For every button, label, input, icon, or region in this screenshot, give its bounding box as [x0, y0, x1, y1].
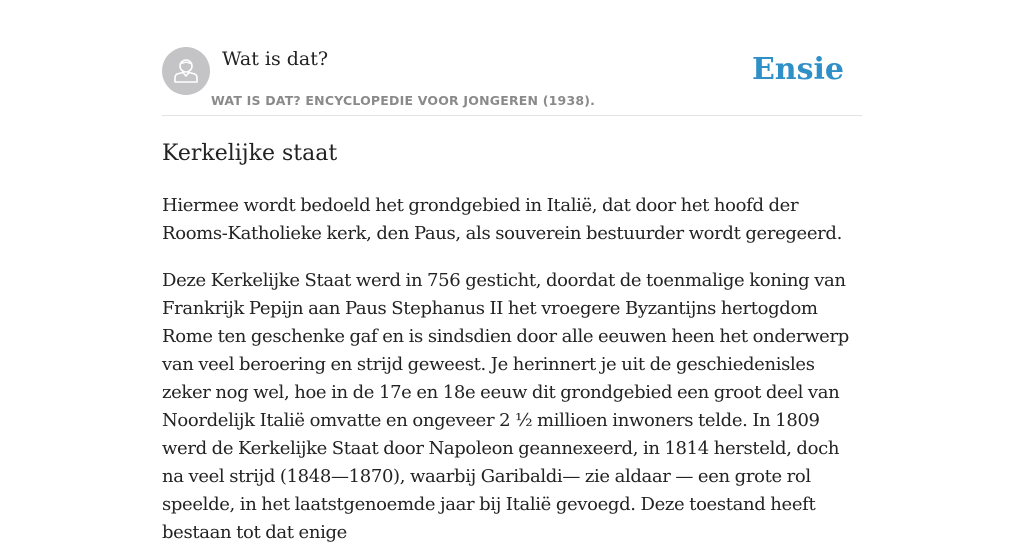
article: [162, 139, 862, 547]
brand-logo[interactable]: Ensie: [751, 52, 844, 87]
source-avatar[interactable]: [162, 47, 210, 95]
article-title: Kerkelijke staat: [162, 141, 338, 166]
article-paragraph: Hiermee wordt bedoeld het grondgebied in Italië, dat door het hoofd der Rooms-Katholieke kerk, den Paus, als souverein bestuurder wordt geregeerd.: [162, 195, 842, 244]
source-title[interactable]: Wat is dat?: [222, 48, 329, 70]
source-header: [162, 47, 862, 116]
source-subtitle[interactable]: WAT IS DAT? ENCYCLOPEDIE VOOR JONGEREN (1938).: [211, 93, 596, 108]
article-paragraph: Deze Kerkelijke Staat werd in 756 gesticht, doordat de toenmalige koning van Frankrijk Pepijn aan Paus Stephanus II het vroegere Byzantijns hertogdom Rome ten geschenke gaf en is sindsdien door alle eeuwen heen het onderwerp van veel beroering en strijd geweest. Je herinnert je uit de geschiedenisles zeker nog wel, hoe in de 17e en 18e eeuw dit grondgebied een groot deel van Noordelijk Italië omvatte en ongeveer 2 ½ millioen inwoners telde. In 1809 werd de Kerkelijke Staat door Napoleon geannexeerd, in 1814 hersteld, doch na veel strijd (1848—1870), waarbij Garibaldi— zie aldaar — een grote rol speelde, in het laatstgenoemde jaar bij Italië gevoegd. Deze toestand heeft bestaan tot dat enige: [162, 270, 849, 543]
user-icon: [162, 47, 210, 95]
